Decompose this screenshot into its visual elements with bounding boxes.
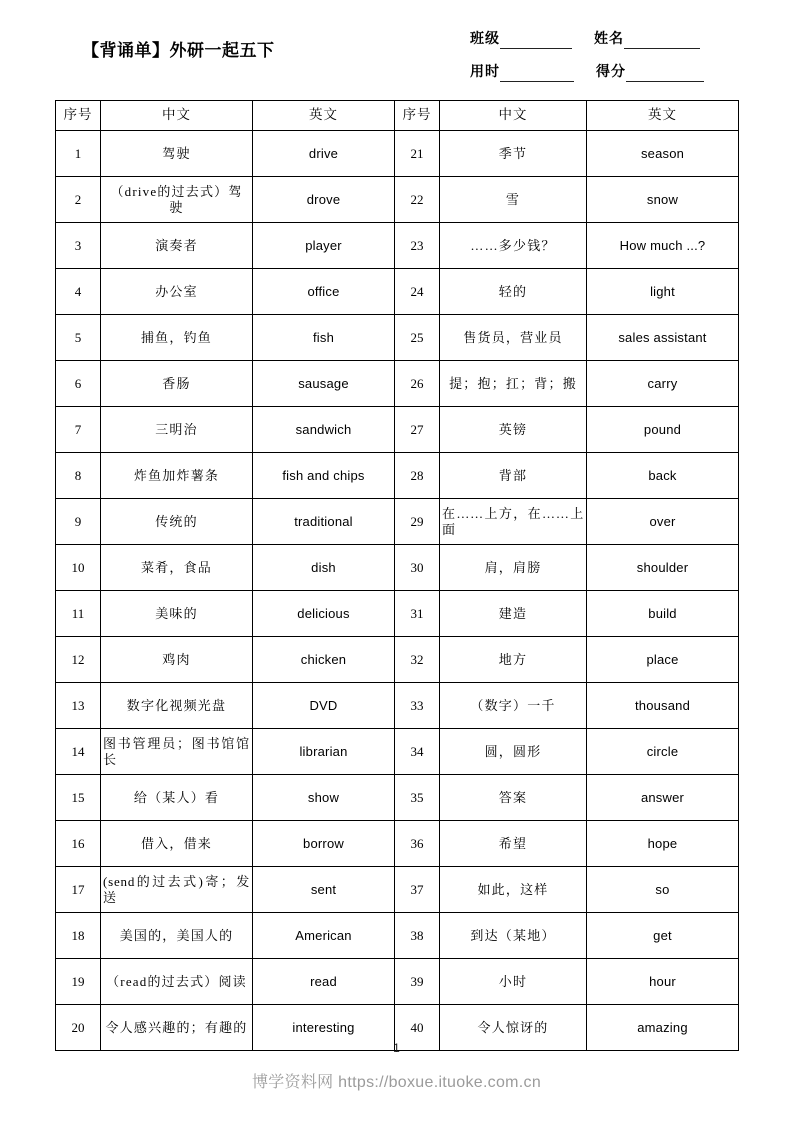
cell-index-right: 21 — [395, 131, 440, 177]
cell-english-right: shoulder — [587, 545, 739, 591]
table-row — [56, 223, 739, 269]
cell-english-right: carry — [587, 361, 739, 407]
cell-index-right: 35 — [395, 775, 440, 821]
cell-english-right: light — [587, 269, 739, 315]
cell-chinese-right: 肩，肩膀 — [440, 545, 587, 591]
cell-index-right: 32 — [395, 637, 440, 683]
cell-index-left: 2 — [56, 177, 101, 223]
cell-english-left: interesting — [253, 1005, 395, 1051]
cell-english-left: office — [253, 269, 395, 315]
table-row — [56, 637, 739, 683]
cell-english-right: build — [587, 591, 739, 637]
page-number: 1 — [393, 1041, 400, 1055]
cell-chinese-left: 美国的，美国人的 — [101, 913, 253, 959]
cell-english-left: show — [253, 775, 395, 821]
table-row — [56, 775, 739, 821]
cell-english-left: dish — [253, 545, 395, 591]
time-field-blank[interactable] — [500, 68, 574, 82]
cell-index-left: 7 — [56, 407, 101, 453]
table-body — [56, 131, 739, 1051]
table-row — [56, 913, 739, 959]
cell-chinese-right: 雪 — [440, 177, 587, 223]
cell-english-right: back — [587, 453, 739, 499]
cell-english-right: amazing — [587, 1005, 739, 1051]
cell-index-right: 36 — [395, 821, 440, 867]
table-row — [56, 177, 739, 223]
table-row — [56, 269, 739, 315]
cell-chinese-left: 驾驶 — [101, 131, 253, 177]
cell-index-right: 23 — [395, 223, 440, 269]
cell-chinese-left: 数字化视频光盘 — [101, 683, 253, 729]
student-info-fields — [470, 16, 760, 82]
cell-chinese-right: 到达（某地） — [440, 913, 587, 959]
time-field-label: 用时 — [470, 65, 500, 80]
cell-english-left: chicken — [253, 637, 395, 683]
class-field[interactable] — [470, 28, 572, 49]
cell-chinese-right: 如此，这样 — [440, 867, 587, 913]
cell-index-left: 15 — [56, 775, 101, 821]
cell-index-right: 31 — [395, 591, 440, 637]
table-row — [56, 315, 739, 361]
cell-chinese-right: 答案 — [440, 775, 587, 821]
page-header — [0, 16, 793, 86]
cell-chinese-right: 在……上方，在……上面 — [440, 499, 587, 545]
cell-chinese-right: 令人惊讶的 — [440, 1005, 587, 1051]
cell-index-left: 16 — [56, 821, 101, 867]
cell-chinese-left: 给（某人）看 — [101, 775, 253, 821]
cell-english-right: snow — [587, 177, 739, 223]
vocabulary-table — [55, 100, 739, 1051]
table-row — [56, 545, 739, 591]
cell-chinese-right: 小时 — [440, 959, 587, 1005]
student-info-row-2 — [470, 49, 760, 82]
cell-index-left: 8 — [56, 453, 101, 499]
cell-index-right: 40 — [395, 1005, 440, 1051]
cell-index-left: 10 — [56, 545, 101, 591]
cell-english-left: sent — [253, 867, 395, 913]
name-field-blank[interactable] — [624, 35, 700, 49]
cell-english-right: hour — [587, 959, 739, 1005]
cell-index-right: 25 — [395, 315, 440, 361]
table-row — [56, 453, 739, 499]
cell-chinese-left: 传统的 — [101, 499, 253, 545]
cell-index-right: 38 — [395, 913, 440, 959]
table-row — [56, 821, 739, 867]
cell-english-right: sales assistant — [587, 315, 739, 361]
score-field-label: 得分 — [596, 65, 626, 80]
cell-chinese-left: 办公室 — [101, 269, 253, 315]
cell-english-right: pound — [587, 407, 739, 453]
cell-index-left: 5 — [56, 315, 101, 361]
cell-chinese-left: 借入，借来 — [101, 821, 253, 867]
cell-english-left: read — [253, 959, 395, 1005]
cell-chinese-right: 英镑 — [440, 407, 587, 453]
cell-chinese-right: 季节 — [440, 131, 587, 177]
table-header — [56, 101, 739, 131]
cell-english-right: so — [587, 867, 739, 913]
cell-english-left: delicious — [253, 591, 395, 637]
cell-index-left: 18 — [56, 913, 101, 959]
cell-chinese-right: （数字）一千 — [440, 683, 587, 729]
column-header-english-left: 英文 — [253, 101, 395, 131]
student-info-row-1 — [470, 16, 760, 49]
cell-english-left: drove — [253, 177, 395, 223]
table-header-row — [56, 101, 739, 131]
score-field-blank[interactable] — [626, 68, 704, 82]
cell-english-left: DVD — [253, 683, 395, 729]
cell-chinese-left: 令人感兴趣的；有趣的 — [101, 1005, 253, 1051]
cell-chinese-right: 圆，圆形 — [440, 729, 587, 775]
cell-english-right: How much ...? — [587, 223, 739, 269]
cell-index-left: 12 — [56, 637, 101, 683]
class-field-blank[interactable] — [500, 35, 572, 49]
cell-index-right: 26 — [395, 361, 440, 407]
watermark-text: 博学资料网 https://boxue.ituoke.com.cn — [251, 1074, 542, 1091]
page-title: 【背诵单】外研一起五下 — [82, 41, 275, 60]
cell-english-right: thousand — [587, 683, 739, 729]
cell-chinese-left: （read的过去式）阅读 — [101, 959, 253, 1005]
table-row — [56, 683, 739, 729]
class-field-label: 班级 — [470, 32, 500, 47]
cell-index-left: 11 — [56, 591, 101, 637]
cell-chinese-left: 菜肴，食品 — [101, 545, 253, 591]
cell-index-left: 4 — [56, 269, 101, 315]
cell-chinese-left: 香肠 — [101, 361, 253, 407]
cell-english-right: circle — [587, 729, 739, 775]
cell-english-left: American — [253, 913, 395, 959]
cell-english-left: fish and chips — [253, 453, 395, 499]
cell-index-right: 39 — [395, 959, 440, 1005]
cell-english-left: fish — [253, 315, 395, 361]
cell-english-left: sandwich — [253, 407, 395, 453]
table-row — [56, 407, 739, 453]
column-header-chinese-left: 中文 — [101, 101, 253, 131]
cell-english-right: get — [587, 913, 739, 959]
cell-chinese-left: 演奏者 — [101, 223, 253, 269]
column-header-chinese-right: 中文 — [440, 101, 587, 131]
cell-index-right: 28 — [395, 453, 440, 499]
cell-index-right: 33 — [395, 683, 440, 729]
cell-index-right: 30 — [395, 545, 440, 591]
cell-chinese-right: 建造 — [440, 591, 587, 637]
cell-index-left: 1 — [56, 131, 101, 177]
table-row — [56, 867, 739, 913]
time-field[interactable] — [470, 61, 574, 82]
cell-index-right: 34 — [395, 729, 440, 775]
cell-index-left: 14 — [56, 729, 101, 775]
name-field-label: 姓名 — [594, 32, 624, 47]
name-field[interactable] — [594, 28, 700, 49]
cell-english-left: sausage — [253, 361, 395, 407]
cell-index-left: 13 — [56, 683, 101, 729]
cell-chinese-right: 提；抱；扛；背；搬 — [440, 361, 587, 407]
cell-chinese-right: 轻的 — [440, 269, 587, 315]
cell-index-left: 6 — [56, 361, 101, 407]
column-header-index-left: 序号 — [56, 101, 101, 131]
cell-chinese-left: 鸡肉 — [101, 637, 253, 683]
cell-english-right: over — [587, 499, 739, 545]
cell-chinese-left: 美味的 — [101, 591, 253, 637]
column-header-index-right: 序号 — [395, 101, 440, 131]
score-field[interactable] — [596, 61, 704, 82]
cell-english-left: player — [253, 223, 395, 269]
table-row — [56, 499, 739, 545]
table-row — [56, 591, 739, 637]
table-row — [56, 131, 739, 177]
cell-chinese-left: （drive的过去式）驾驶 — [101, 177, 253, 223]
cell-english-left: borrow — [253, 821, 395, 867]
cell-chinese-left: 炸鱼加炸薯条 — [101, 453, 253, 499]
cell-index-right: 24 — [395, 269, 440, 315]
cell-chinese-left: (send的过去式)寄；发送 — [101, 867, 253, 913]
cell-chinese-left: 三明治 — [101, 407, 253, 453]
cell-chinese-left: 捕鱼，钓鱼 — [101, 315, 253, 361]
cell-english-right: season — [587, 131, 739, 177]
cell-english-left: librarian — [253, 729, 395, 775]
cell-chinese-right: 售货员，营业员 — [440, 315, 587, 361]
cell-chinese-left: 图书管理员；图书馆馆长 — [101, 729, 253, 775]
cell-english-left: drive — [253, 131, 395, 177]
cell-english-right: place — [587, 637, 739, 683]
cell-index-right: 37 — [395, 867, 440, 913]
cell-english-right: hope — [587, 821, 739, 867]
cell-chinese-right: ……多少钱？ — [440, 223, 587, 269]
cell-index-left: 17 — [56, 867, 101, 913]
cell-index-right: 27 — [395, 407, 440, 453]
cell-index-left: 19 — [56, 959, 101, 1005]
table-row — [56, 959, 739, 1005]
cell-chinese-right: 地方 — [440, 637, 587, 683]
cell-chinese-right: 背部 — [440, 453, 587, 499]
cell-index-right: 29 — [395, 499, 440, 545]
cell-index-right: 22 — [395, 177, 440, 223]
cell-index-left: 3 — [56, 223, 101, 269]
table-row — [56, 729, 739, 775]
column-header-english-right: 英文 — [587, 101, 739, 131]
cell-chinese-right: 希望 — [440, 821, 587, 867]
cell-index-left: 20 — [56, 1005, 101, 1051]
cell-index-left: 9 — [56, 499, 101, 545]
cell-english-right: answer — [587, 775, 739, 821]
table-row — [56, 361, 739, 407]
cell-english-left: traditional — [253, 499, 395, 545]
